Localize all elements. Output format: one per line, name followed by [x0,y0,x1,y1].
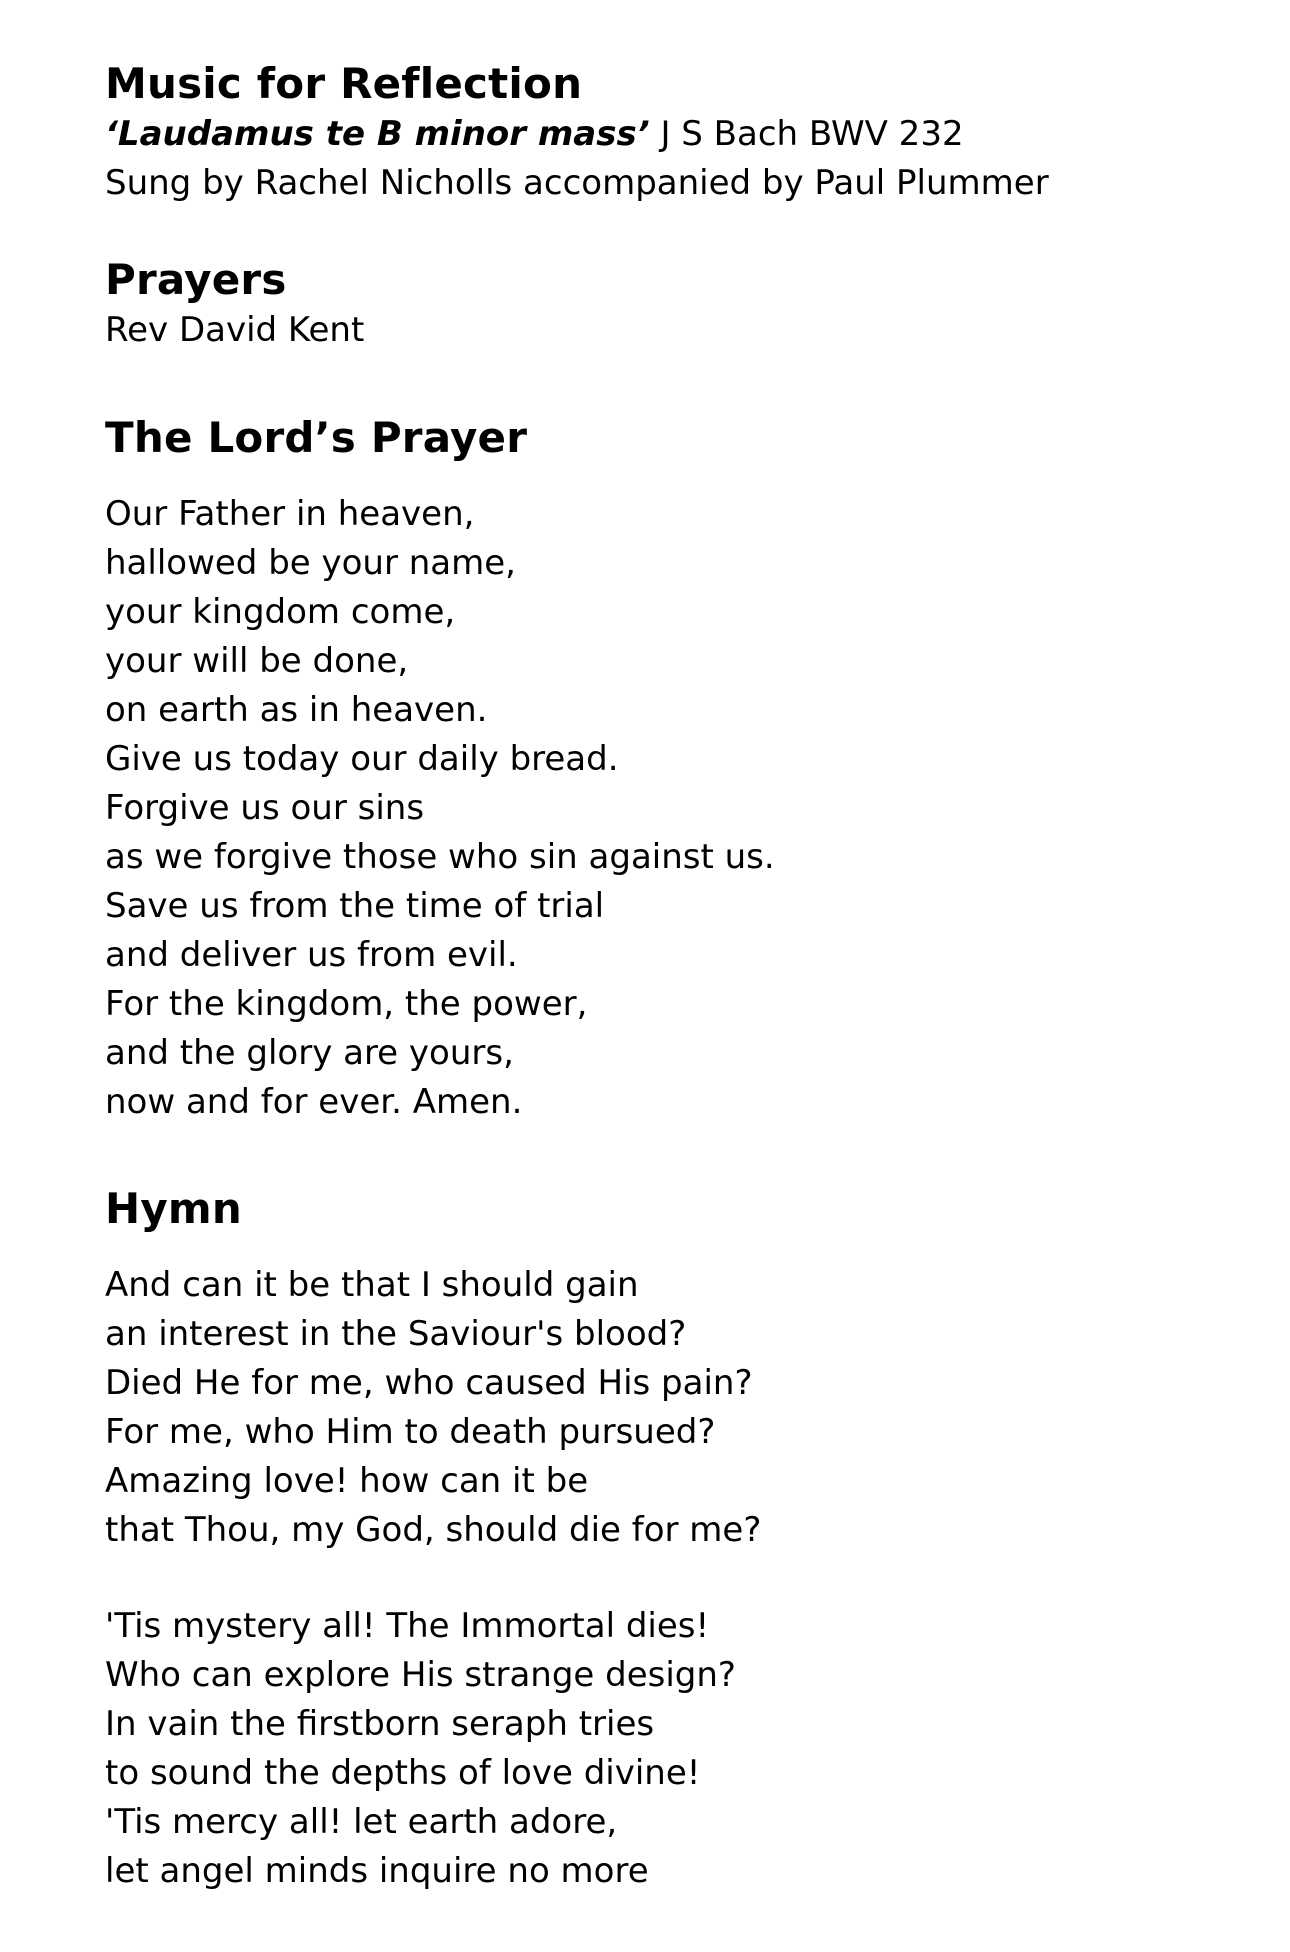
hymn-line: Died He for me, who caused His pain? [105,1363,753,1403]
prayer-line: your kingdom come, [105,592,456,632]
hymn-heading: Hymn [105,1184,242,1233]
prayers-heading: Prayers [105,255,287,304]
prayers-section [105,254,1225,355]
prayer-line: hallowed be your name, [105,543,516,583]
music-performers: Sung by Rachel Nicholls accompanied by Paul Plummer [105,163,1049,203]
prayer-line: on earth as in heaven. [105,690,488,730]
hymn-line: In vain the firstborn seraph tries [105,1704,655,1744]
music-for-reflection-section [105,58,1225,208]
prayer-line: Forgive us our sins [105,788,425,828]
hymn-line: For me, who Him to death pursued? [105,1412,716,1452]
lords-prayer-section [105,412,1225,1127]
lords-prayer-text [105,490,1225,1127]
hymn-line: Amazing love! how can it be [105,1461,589,1501]
prayer-line: For the kingdom, the power, [105,984,588,1024]
prayer-line: your will be done, [105,641,409,681]
music-heading: Music for Reflection [105,59,583,108]
hymn-line: And can it be that I should gain [105,1265,639,1305]
lords-prayer-heading: The Lord’s Prayer [105,413,528,462]
music-piece-composer: J S Bach BWV 232 [660,114,964,154]
hymn-section [105,1183,1225,1896]
prayer-line: and deliver us from evil. [105,935,518,975]
hymn-line: 'Tis mercy all! let earth adore, [105,1802,618,1842]
hymn-stanza [105,1602,1225,1896]
hymn-line: an interest in the Saviour's blood? [105,1314,687,1354]
prayer-line: Our Father in heaven, [105,494,475,534]
prayers-leader: Rev David Kent [105,310,365,350]
prayer-line: as we forgive those who sin against us. [105,837,775,877]
hymn-line: 'Tis mystery all! The Immortal dies! [105,1606,710,1646]
prayer-line: Give us today our daily bread. [105,739,619,779]
prayer-line: now and for ever. Amen. [105,1082,523,1122]
hymn-text [105,1261,1225,1896]
music-piece-line [105,110,1225,159]
prayer-line: and the glory are yours, [105,1033,514,1073]
music-piece-title: ‘Laudamus te B minor mass’ [105,114,650,154]
hymn-line: Who can explore His strange design? [105,1655,736,1695]
hymn-line: that Thou, my God, should die for me? [105,1510,762,1550]
order-of-service-page [105,58,1225,1896]
prayer-line: Save us from the time of trial [105,886,605,926]
hymn-stanza [105,1261,1225,1555]
hymn-line: to sound the depths of love divine! [105,1753,701,1793]
hymn-line: let angel minds inquire no more [105,1851,649,1891]
